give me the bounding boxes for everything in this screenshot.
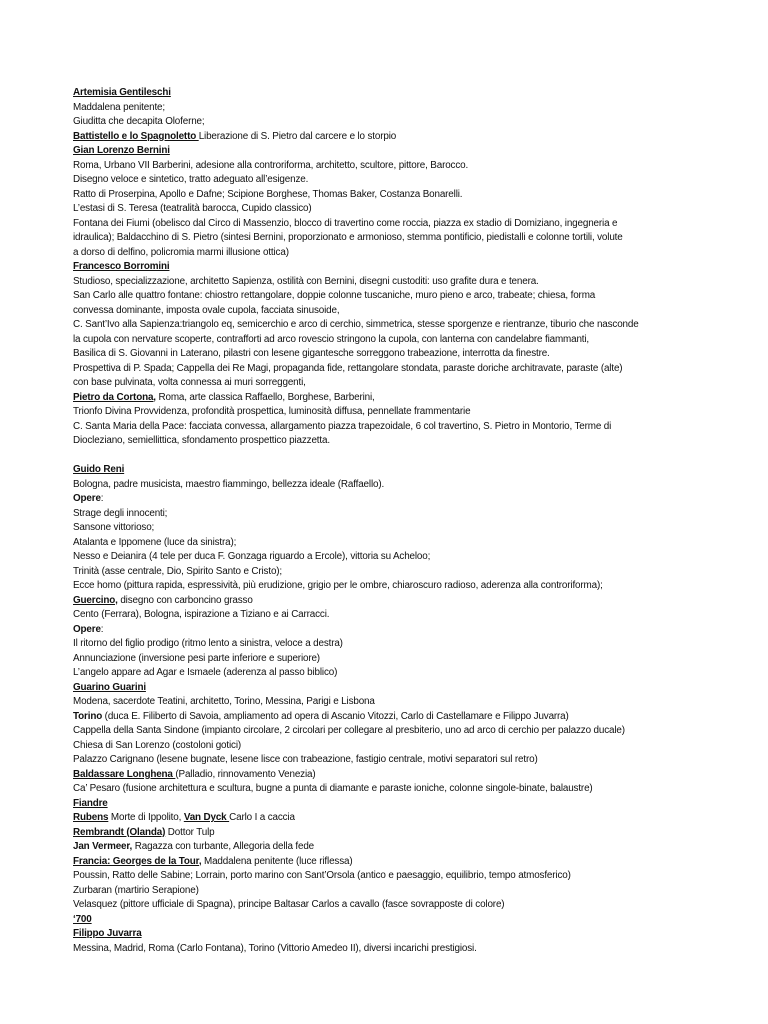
section-heading: ‘700 xyxy=(73,913,92,925)
text-line xyxy=(73,739,713,754)
text-line xyxy=(73,768,713,783)
text-line xyxy=(73,782,713,797)
text-line xyxy=(73,492,713,507)
text-line xyxy=(73,463,713,478)
text-line xyxy=(73,173,713,188)
text-line xyxy=(73,536,713,551)
text-run: Ecce homo (pittura rapida, espressività, più erudizione, grigio per le ombre, chiaroscuro radioso, aderenza alla controriforma); xyxy=(73,580,603,591)
text-run: L’estasi di S. Teresa (teatralità barocca, Cupido classico) xyxy=(73,203,312,214)
text-run: Liberazione di S. Pietro dal carcere e lo storpio xyxy=(198,130,397,142)
text-line xyxy=(73,304,713,319)
text-line xyxy=(73,898,713,913)
text-line xyxy=(73,608,713,623)
section-heading: Guido Reni xyxy=(73,464,125,475)
text-line xyxy=(73,666,713,681)
text-line xyxy=(73,434,713,449)
text-line xyxy=(73,144,713,159)
text-line xyxy=(73,811,713,826)
text-line xyxy=(73,275,713,290)
text-run: Poussin, Ratto delle Sabine; Lorrain, porto marino con Sant’Orsola (antico e paesaggio, equilibrio, tempo atmosferico) xyxy=(73,870,571,881)
text-line xyxy=(73,130,713,145)
text-line xyxy=(73,913,713,928)
text-run: Nesso e Deianira (4 tele per duca F. Gonzaga riguardo a Ercole), vittoria su Acheloo; xyxy=(73,551,431,562)
text-line xyxy=(73,405,713,420)
text-line xyxy=(73,478,713,493)
bold-label: Torino xyxy=(73,710,103,722)
text-run: Ragazza con turbante, Allegoria della fede xyxy=(132,841,315,852)
text-run: Palazzo Carignano (lesene bugnate, lesene lisce con trabeazione, fastigio centrale, motivi separatori sul retro) xyxy=(73,754,538,765)
document-body xyxy=(73,86,713,956)
text-line xyxy=(73,318,713,333)
text-run: Trionfo Divina Provvidenza, profondità prospettica, luminosità diffusa, pennellate frammentarie xyxy=(73,406,471,417)
text-run: Dottor Tulp xyxy=(165,826,215,838)
text-run: : xyxy=(100,623,104,635)
text-line xyxy=(73,347,713,362)
text-run: Strage degli innocenti; xyxy=(73,507,168,519)
text-line xyxy=(73,260,713,275)
bold-label: Jan Vermeer, xyxy=(73,841,133,852)
section-heading: Filippo Juvarra xyxy=(73,928,142,939)
text-line xyxy=(73,376,713,391)
text-run: (Palladio, rinnovamento Venezia) xyxy=(175,768,316,780)
text-line xyxy=(73,159,713,174)
section-heading: Guarino Guarini xyxy=(73,681,146,693)
blank-line xyxy=(73,449,713,464)
text-line xyxy=(73,855,713,870)
section-heading: Pietro da Cortona, xyxy=(73,391,156,403)
text-run: Annunciazione (inversione pesi parte inferiore e superiore) xyxy=(73,652,320,664)
text-line xyxy=(73,101,713,116)
text-run: Roma, Urbano VII Barberini, adesione alla controriforma, architetto, scultore, pittore, Barocco. xyxy=(73,159,469,171)
text-line xyxy=(73,115,713,130)
text-line xyxy=(73,637,713,652)
text-run: (duca E. Filiberto di Savoia, ampliamento ad opera di Ascanio Vitozzi, Carlo di Castellamare e Filippo Juvarra) xyxy=(102,710,569,722)
text-line xyxy=(73,550,713,565)
section-heading: Rembrandt (Olanda) xyxy=(73,826,166,838)
text-line xyxy=(73,594,713,609)
text-run: Fontana dei Fiumi (obelisco dal Circo di Massenzio, blocco di travertino come roccia, piazza ex stadio di Domiziano, ingegneria e xyxy=(73,217,618,229)
text-run: Carlo I a caccia xyxy=(229,812,295,823)
text-run: idraulica); Baldacchino di S. Pietro (sintesi Bernini, proporzionato e armonioso, stemma pontificio, piedistalli e colonne tortili, volute xyxy=(73,232,623,243)
section-heading: Artemisia Gentileschi xyxy=(73,87,171,98)
text-line xyxy=(73,927,713,942)
text-line xyxy=(73,681,713,696)
text-line xyxy=(73,869,713,884)
text-run: Chiesa di San Lorenzo (costoloni gotici) xyxy=(73,739,242,751)
text-line xyxy=(73,826,713,841)
text-run: Messina, Madrid, Roma (Carlo Fontana), Torino (Vittorio Amedeo II), diversi incarichi prestigiosi. xyxy=(73,942,477,954)
text-line xyxy=(73,333,713,348)
text-line xyxy=(73,840,713,855)
text-run: Morte di Ippolito, xyxy=(108,812,184,823)
section-heading: Francesco Borromini xyxy=(73,261,170,272)
section-heading: Baldassare Longhena xyxy=(73,768,176,780)
text-run: C. Sant’Ivo alla Sapienza:triangolo eq, semicerchio e arco di cerchio, simmetrica, stesse sporgenze e rientranze, tiburio che nasconde xyxy=(73,319,639,330)
text-run: Roma, arte classica Raffaello, Borghese, Barberini, xyxy=(155,391,375,403)
text-run: Ratto di Proserpina, Apollo e Dafne; Scipione Borghese, Thomas Baker, Costanza Bonarelli. xyxy=(73,188,463,200)
text-run: Atalanta e Ippomene (luce da sinistra); xyxy=(73,536,237,548)
section-heading: Battistello e lo Spagnoletto xyxy=(73,130,199,142)
text-run: disegno con carboncino grasso xyxy=(117,594,253,606)
text-run: Disegno veloce e sintetico, tratto adeguato all’esigenze. xyxy=(73,174,309,185)
text-run: la cupola con nervature scoperte, contrafforti ad arco rovescio stringono la cupola, con lanterna con candelabre fiammanti, xyxy=(73,333,590,345)
text-run: Zurbaran (martirio Serapione) xyxy=(73,884,199,896)
text-line xyxy=(73,724,713,739)
text-line xyxy=(73,217,713,232)
text-run: San Carlo alle quattro fontane: chiostro rettangolare, doppie colonne tuscaniche, muro pieno e arco, trabeate; chiesa, forma xyxy=(73,290,596,301)
text-line xyxy=(73,565,713,580)
text-line xyxy=(73,623,713,638)
section-heading: Francia: Georges de la Tour, xyxy=(73,855,202,867)
text-run: Modena, sacerdote Teatini, architetto, Torino, Messina, Parigi e Lisbona xyxy=(73,696,375,707)
text-run: Trinità (asse centrale, Dio, Spirito Santo e Cristo); xyxy=(73,565,283,577)
text-line xyxy=(73,231,713,246)
text-line xyxy=(73,753,713,768)
text-run: Sansone vittorioso; xyxy=(73,522,155,533)
text-run: C. Santa Maria della Pace: facciata convessa, allargamento piazza trapezoidale, 6 col travertino, S. Pietro in Montorio, Terme di xyxy=(73,420,612,432)
text-run: Velasquez (pittore ufficiale di Spagna), principe Baltasar Carlos a cavallo (fasce sovrapposte di colore) xyxy=(73,899,505,910)
text-run: Studioso, specializzazione, architetto Sapienza, ostilità con Bernini, disegni custoditi: uso grafite dura e tenera. xyxy=(73,275,539,287)
text-run: Bologna, padre musicista, maestro fiammingo, bellezza ideale (Raffaello). xyxy=(73,478,385,490)
text-line xyxy=(73,710,713,725)
text-run: Cappella della Santa Sindone (impianto circolare, 2 circolari per collegare al presbiterio, uno ad arco di cerchio per palazzo ducale) xyxy=(73,725,625,736)
text-run: convessa dominante, imposta ovale cupola, facciata sinusoide, xyxy=(73,304,340,316)
text-run: Diocleziano, semiellittica, sfondamento prospettico piazzetta. xyxy=(73,435,330,446)
text-line xyxy=(73,797,713,812)
text-run: L’angelo appare ad Agar e Ismaele (aderenza al passo biblico) xyxy=(73,667,338,678)
text-line xyxy=(73,521,713,536)
section-heading: Guercino, xyxy=(73,594,118,606)
text-run: Basilica di S. Giovanni in Laterano, pilastri con lesene gigantesche sorreggono trabeazione, interrotta da finestre. xyxy=(73,348,550,359)
text-line xyxy=(73,202,713,217)
text-line xyxy=(73,420,713,435)
text-run: a dorso di delfino, policromia marmi illusione ottica) xyxy=(73,246,289,258)
text-line xyxy=(73,507,713,522)
text-line xyxy=(73,942,713,957)
text-line xyxy=(73,695,713,710)
text-run: : xyxy=(100,493,104,504)
text-line xyxy=(73,884,713,899)
text-line xyxy=(73,246,713,261)
section-heading: Gian Lorenzo Bernini xyxy=(73,145,170,156)
text-run: Cento (Ferrara), Bologna, ispirazione a Tiziano e ai Carracci. xyxy=(73,609,330,620)
section-heading: Van Dyck xyxy=(183,812,230,823)
text-line xyxy=(73,86,713,101)
text-line xyxy=(73,652,713,667)
text-run: con base pulvinata, volta connessa ai muri sorreggenti, xyxy=(73,377,306,388)
section-heading: Rubens xyxy=(73,812,109,823)
text-run: Maddalena penitente (luce riflessa) xyxy=(201,855,353,867)
text-line xyxy=(73,391,713,406)
text-line xyxy=(73,362,713,377)
bold-label: Opere xyxy=(73,623,101,635)
text-line xyxy=(73,188,713,203)
section-heading: Fiandre xyxy=(73,797,108,809)
text-run: Maddalena penitente; xyxy=(73,101,165,113)
text-run: Prospettiva di P. Spada; Cappella dei Re Magi, propaganda fide, rettangolare stondata, paraste doriche architravate, paraste (alte) xyxy=(73,362,623,374)
text-line xyxy=(73,579,713,594)
text-run: Giuditta che decapita Oloferne; xyxy=(73,116,205,127)
bold-label: Opere xyxy=(73,493,101,504)
text-line xyxy=(73,289,713,304)
text-run: Il ritorno del figlio prodigo (ritmo lento a sinistra, veloce a destra) xyxy=(73,638,343,649)
text-run: Ca’ Pesaro (fusione architettura e scultura, bugne a punta di diamante e paraste ioniche, colonne singole-binate, balaustre) xyxy=(73,783,593,794)
